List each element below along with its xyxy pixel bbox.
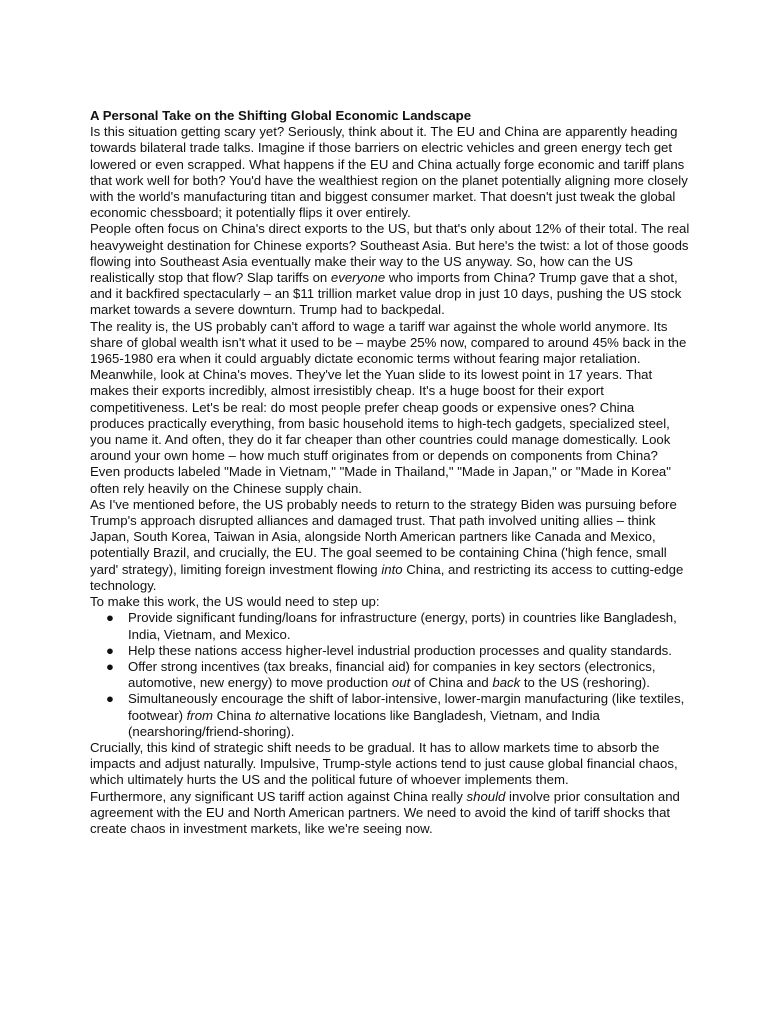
- paragraph: Crucially, this kind of strategic shift needs to be gradual. It has to allow markets time to absorb the impacts and adjust naturally. Impulsive, Trump-style actions tend to just cause global financial chaos, which ultimately hurts the US and the political future of whoever implements them.: [90, 739, 678, 788]
- closing-paragraphs: [90, 740, 690, 837]
- paragraph: Is this situation getting scary yet? Seriously, think about it. The EU and China are apparently heading towards bilateral trade talks. Imagine if those barriers on electric vehicles and green energy tech get lowered or even scrapped. What happens if the EU and China actually forge economic and tariff plans that work well for both? You'd have the wealthiest region on the planet potentially aligning more closely with the world's manufacturing titan and biggest consumer market. That doesn't just tweak the global economic chessboard; it potentially flips it over entirely.: [90, 124, 688, 221]
- emphasis: everyone: [330, 270, 386, 286]
- paragraph: The reality is, the US probably can't afford to wage a tariff war against the whole world anymore. Its share of global wealth isn't what it used to be – maybe 25% now, compared to around 45% back in the 1965-1980 era when it could arguably dictate economic terms without fearing major retaliation.: [90, 318, 687, 367]
- list-item-text: Simultaneously encourage the shift of labor-intensive, lower-margin manufacturing (like textiles, footwear) from China to alternative locations like Bangladesh, Vietnam, and India (nearshoring/friend-shoring).: [128, 691, 685, 739]
- list-item: [90, 659, 690, 691]
- emphasis: back: [492, 675, 521, 691]
- emphasis: out: [391, 675, 411, 691]
- list-item-text: Provide significant funding/loans for infrastructure (energy, ports) in countries like Bangladesh, India, Vietnam, and Mexico.: [128, 610, 677, 642]
- paragraph: To make this work, the US would need to step up:: [90, 594, 380, 610]
- document-title: A Personal Take on the Shifting Global Economic Landscape: [90, 108, 472, 123]
- emphasis: into: [381, 561, 403, 577]
- bullet-icon: ●: [106, 610, 114, 626]
- list-item: [90, 610, 690, 642]
- emphasis: from: [186, 707, 214, 723]
- list-item-text: Help these nations access higher-level industrial production processes and quality standards.: [128, 642, 672, 658]
- body-paragraphs: [90, 124, 690, 610]
- bullet-icon: ●: [106, 642, 114, 658]
- paragraph: Meanwhile, look at China's moves. They've let the Yuan slide to its lowest point in 17 years. That makes their exports incredibly, almost irresistibly cheap. It's a huge boost for their export competitiveness. Let's be real: do most people prefer cheap goods or expensive ones? China produces practically everything, from basic household items to high-tech gadgets, specialized steel, you name it. And often, they do it far cheaper than other countries could manage domestically. Look around your own home – how much stuff originates from or depends on components from China? Even products labeled "Made in Vietnam," "Made in Thailand," "Made in Japan," or "Made in Korea" often rely heavily on the Chinese supply chain.: [90, 367, 671, 496]
- emphasis: should: [466, 788, 506, 804]
- paragraph: Furthermore, any significant US tariff action against China really should involve prior consultation and agreement with the EU and North American partners. We need to avoid the kind of tariff shocks that create chaos in investment markets, like we're seeing now.: [90, 788, 680, 836]
- document-page: [90, 108, 690, 837]
- bullet-icon: ●: [106, 691, 114, 707]
- bullet-list: [90, 610, 690, 740]
- list-item: [90, 643, 690, 659]
- bullet-icon: ●: [106, 658, 114, 674]
- list-item-text: Offer strong incentives (tax breaks, financial aid) for companies in key sectors (electronics, automotive, new energy) to move production out of China and back to the US (reshoring).: [128, 658, 656, 691]
- list-item: [90, 691, 690, 740]
- emphasis: to: [254, 707, 266, 723]
- paragraph: As I've mentioned before, the US probably needs to return to the strategy Biden was pursuing before Trump's approach disrupted alliances and damaged trust. That path involved uniting allies – think Japan, South Korea, Taiwan in Asia, alongside North American partners like Canada and Mexico, potentially Brazil, and crucially, the EU. The goal seemed to be containing China ('high fence, small yard' strategy), limiting foreign investment flowing into China, and restricting its access to cutting-edge technology.: [90, 496, 684, 593]
- paragraph: People often focus on China's direct exports to the US, but that's only about 12% of their total. The real heavyweight destination for Chinese exports? Southeast Asia. But here's the twist: a lot of those goods flowing into Southeast Asia eventually make their way to the US anyway. So, how can the US realistically stop that flow? Slap tariffs on everyone who imports from China? Trump gave that a shot, and it backfired spectacularly – an $11 trillion market value drop in just 10 days, pushing the US stock market towards a severe downturn. Trump had to backpedal.: [90, 221, 690, 318]
